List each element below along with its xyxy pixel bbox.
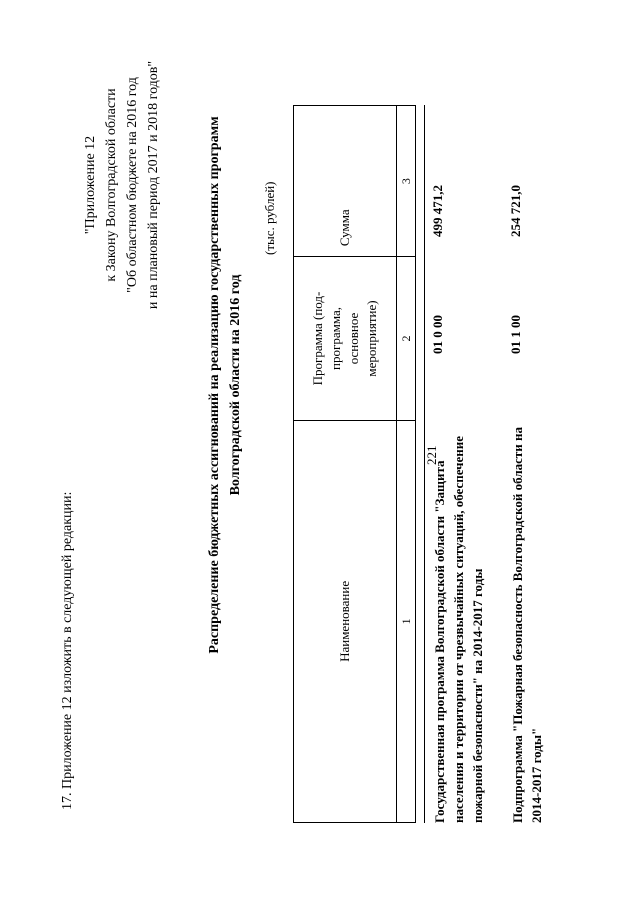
column-number: 3 — [397, 106, 416, 257]
intro-text: 17. Приложение 12 изложить в следующей редакции: — [60, 491, 75, 810]
row-code: 01 1 00 — [508, 315, 523, 354]
header-program-line: мероприятие) — [364, 300, 379, 377]
appendix-header — [80, 25, 164, 345]
header-program — [294, 257, 397, 421]
budget-table-header — [293, 105, 416, 823]
header-program-line: программа, — [328, 307, 343, 370]
appendix-line: "Приложение 12 — [83, 135, 98, 235]
header-program-line: Программа (под- — [310, 291, 325, 386]
row-sum: 499 471,2 — [430, 185, 445, 237]
row-name: Государственная программа Волгоградской области "Защита населения и территории от чрезвычайных ситуаций, обеспечение пожарной безопасности" на 2014-2017 годы — [432, 435, 485, 823]
page-number: 221 — [424, 445, 439, 465]
header-name: Наименование — [294, 420, 397, 822]
appendix-line: к Закону Волгоградской области — [104, 88, 119, 282]
header-program-line: основное — [346, 312, 361, 365]
title-line: Распределение бюджетных ассигнований на реализацию государственных программ — [207, 116, 222, 654]
header-sum: Сумма — [294, 106, 397, 257]
column-number: 1 — [397, 420, 416, 822]
title-line: Волгоградской области на 2016 год — [228, 274, 243, 496]
row-sum: 254 721,0 — [508, 185, 523, 237]
appendix-line: и на плановый период 2017 и 2018 годов" — [146, 60, 161, 310]
appendix-line: "Об областном бюджете на 2016 год — [125, 77, 140, 293]
row-code: 01 0 00 — [430, 315, 445, 354]
document-title — [204, 35, 246, 735]
column-number: 2 — [397, 257, 416, 421]
table-divider — [424, 105, 425, 823]
units-label: (тыс. рублей) — [262, 181, 277, 255]
row-name: Подпрограмма "Пожарная безопасность Волгоградской области на 2014-2017 годы" — [510, 426, 544, 823]
